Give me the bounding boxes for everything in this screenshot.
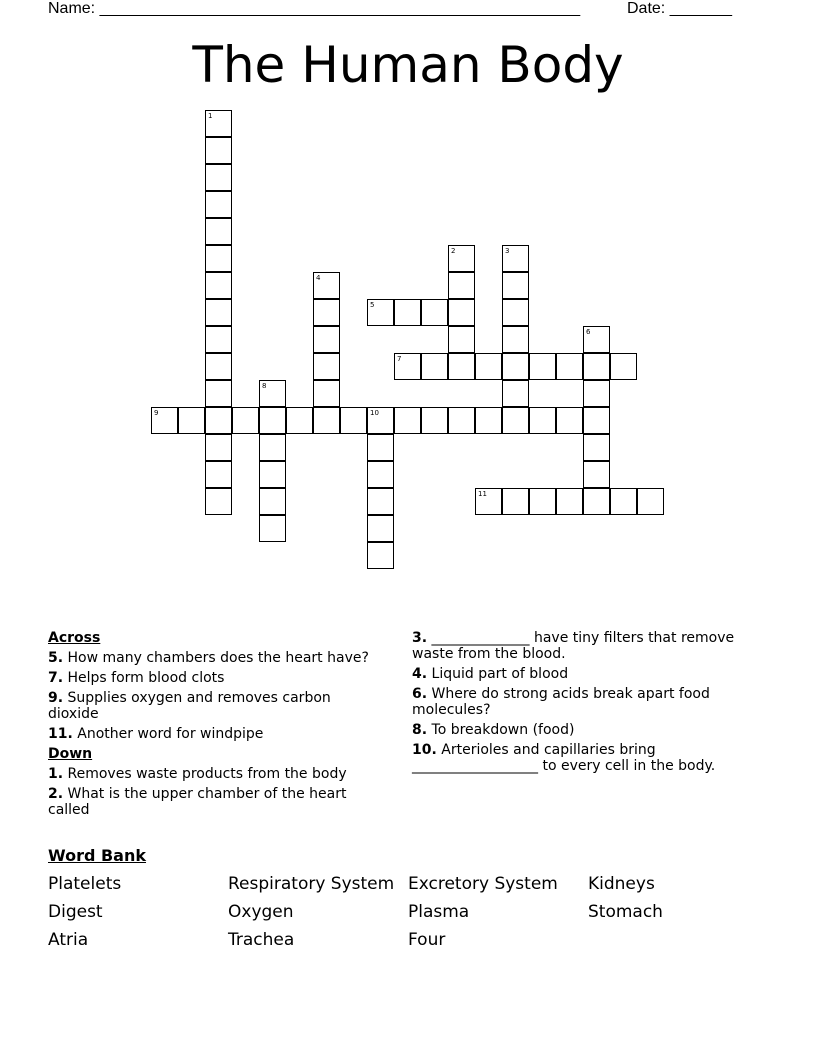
clue-number: 7. <box>48 670 64 686</box>
clue-number: 2. <box>48 786 64 802</box>
clue-text: Where do strong acids break apart food molecules? <box>412 686 710 718</box>
grid-cell[interactable] <box>421 353 448 380</box>
grid-cell[interactable] <box>205 164 232 191</box>
grid-cell[interactable] <box>475 353 502 380</box>
word-bank-item: Atria <box>48 930 89 950</box>
word-bank-item: Four <box>408 930 446 950</box>
grid-cell[interactable] <box>340 407 367 434</box>
clue-number: 3. <box>412 630 428 646</box>
grid-cell[interactable] <box>448 272 475 299</box>
grid-cell[interactable] <box>205 218 232 245</box>
grid-cell[interactable] <box>448 353 475 380</box>
clue-down-6 <box>412 686 772 718</box>
word-bank-item: Kidneys <box>588 874 655 894</box>
cell-number: 9 <box>154 409 159 417</box>
grid-cell[interactable] <box>259 434 286 461</box>
grid-cell[interactable] <box>421 299 448 326</box>
grid-cell[interactable] <box>448 245 475 272</box>
grid-cell[interactable] <box>529 407 556 434</box>
cell-number: 7 <box>397 355 402 363</box>
word-bank-item: Trachea <box>228 930 295 950</box>
grid-cell[interactable] <box>178 407 205 434</box>
clue-text: How many chambers does the heart have? <box>67 650 369 666</box>
name-field-label[interactable]: Name: ______________________________________________________ <box>48 0 581 17</box>
word-bank-item: Respiratory System <box>228 874 395 894</box>
grid-cell[interactable] <box>205 245 232 272</box>
grid-cell[interactable] <box>448 407 475 434</box>
grid-cell[interactable] <box>259 461 286 488</box>
clue-text: What is the upper chamber of the heart called <box>48 786 347 818</box>
cell-number: 6 <box>586 328 591 336</box>
grid-cell[interactable] <box>205 299 232 326</box>
grid-cell[interactable] <box>313 272 340 299</box>
grid-cell[interactable] <box>151 407 178 434</box>
clue-number: 5. <box>48 650 64 666</box>
grid-cell[interactable] <box>367 407 394 434</box>
clue-text: To breakdown (food) <box>431 722 575 738</box>
clue-text: ______________ have tiny filters that remove waste from the blood. <box>412 630 735 662</box>
grid-cell[interactable] <box>394 407 421 434</box>
grid-cell[interactable] <box>502 488 529 515</box>
grid-cell[interactable] <box>583 353 610 380</box>
clues-right-column <box>412 630 772 778</box>
clue-number: 11. <box>48 726 73 742</box>
cell-number: 11 <box>478 490 487 498</box>
grid-cell[interactable] <box>394 299 421 326</box>
grid-cell[interactable] <box>205 407 232 434</box>
page-title: The Human Body <box>192 36 624 94</box>
word-bank <box>48 874 768 950</box>
grid-cell[interactable] <box>259 407 286 434</box>
word-bank-item: Plasma <box>408 902 470 922</box>
grid-cell[interactable] <box>556 353 583 380</box>
word-bank-item: Oxygen <box>228 902 294 922</box>
grid-cell[interactable] <box>367 461 394 488</box>
grid-cell[interactable] <box>475 407 502 434</box>
clues-left-column <box>48 630 378 822</box>
grid-cell[interactable] <box>583 326 610 353</box>
word-bank-item: Digest <box>48 902 103 922</box>
grid-cell[interactable] <box>502 407 529 434</box>
clue-number: 4. <box>412 666 428 682</box>
clue-down-4 <box>412 666 772 682</box>
grid-cell[interactable] <box>556 407 583 434</box>
grid-cell[interactable] <box>259 488 286 515</box>
grid-cell[interactable] <box>529 353 556 380</box>
grid-cell[interactable] <box>313 299 340 326</box>
grid-cell[interactable] <box>583 488 610 515</box>
clue-text: Supplies oxygen and removes carbon dioxide <box>48 690 331 722</box>
clue-number: 8. <box>412 722 428 738</box>
grid-cell[interactable] <box>502 299 529 326</box>
grid-cell[interactable] <box>232 407 259 434</box>
grid-cell[interactable] <box>610 353 637 380</box>
grid-cell[interactable] <box>205 353 232 380</box>
grid-cell[interactable] <box>448 326 475 353</box>
clue-text: Removes waste products from the body <box>67 766 347 782</box>
grid-cell[interactable] <box>502 245 529 272</box>
grid-cell[interactable] <box>259 380 286 407</box>
grid-cell[interactable] <box>583 407 610 434</box>
grid-cell[interactable] <box>583 434 610 461</box>
cell-number: 1 <box>208 112 213 120</box>
clue-down-1 <box>48 766 378 782</box>
clue-across-7 <box>48 670 378 686</box>
clue-text: Arterioles and capillaries bring __________________ to every cell in the body. <box>412 742 716 774</box>
grid-cell[interactable] <box>205 137 232 164</box>
clue-across-11 <box>48 726 378 742</box>
grid-cell[interactable] <box>556 488 583 515</box>
cell-number: 5 <box>370 301 375 309</box>
grid-cell[interactable] <box>313 407 340 434</box>
across-heading: Across <box>48 630 101 646</box>
grid-cell[interactable] <box>502 326 529 353</box>
cell-number: 8 <box>262 382 267 390</box>
grid-cell[interactable] <box>205 110 232 137</box>
grid-cell[interactable] <box>313 326 340 353</box>
clue-text: Helps form blood clots <box>67 670 225 686</box>
clue-number: 6. <box>412 686 428 702</box>
word-bank-item: Excretory System <box>408 874 558 894</box>
clue-number: 9. <box>48 690 64 706</box>
grid-cell[interactable] <box>448 299 475 326</box>
grid-cell[interactable] <box>205 191 232 218</box>
grid-cell[interactable] <box>367 434 394 461</box>
clue-down-3 <box>412 630 772 662</box>
grid-cell[interactable] <box>313 380 340 407</box>
grid-cell[interactable] <box>205 326 232 353</box>
clue-across-5 <box>48 650 378 666</box>
cell-number: 2 <box>451 247 456 255</box>
cell-number: 10 <box>370 409 379 417</box>
clue-number: 1. <box>48 766 64 782</box>
grid-cell[interactable] <box>205 380 232 407</box>
grid-cell[interactable] <box>367 542 394 569</box>
word-bank-title: Word Bank <box>48 846 147 865</box>
clue-number: 10. <box>412 742 437 758</box>
grid-cell[interactable] <box>205 434 232 461</box>
grid-cell[interactable] <box>367 488 394 515</box>
grid-cell[interactable] <box>502 380 529 407</box>
grid-cell[interactable] <box>583 461 610 488</box>
grid-cell[interactable] <box>286 407 313 434</box>
clue-down-10 <box>412 742 772 774</box>
grid-cell[interactable] <box>583 380 610 407</box>
cell-number: 3 <box>505 247 510 255</box>
grid-cell[interactable] <box>205 272 232 299</box>
grid-cell[interactable] <box>502 272 529 299</box>
grid-cell[interactable] <box>394 353 421 380</box>
grid-cell[interactable] <box>205 488 232 515</box>
grid-cell[interactable] <box>421 407 448 434</box>
clue-across-9 <box>48 690 378 722</box>
clue-down-8 <box>412 722 772 738</box>
grid-cell[interactable] <box>610 488 637 515</box>
grid-cell[interactable] <box>259 515 286 542</box>
clue-down-2 <box>48 786 378 818</box>
grid-cell[interactable] <box>502 353 529 380</box>
cell-number: 4 <box>316 274 321 282</box>
down-heading: Down <box>48 746 93 762</box>
grid-cell[interactable] <box>637 488 664 515</box>
grid-cell[interactable] <box>367 299 394 326</box>
grid-cell[interactable] <box>205 461 232 488</box>
word-bank-item: Stomach <box>588 902 663 922</box>
clue-text: Liquid part of blood <box>431 666 569 682</box>
grid-cell[interactable] <box>367 515 394 542</box>
clue-text: Another word for windpipe <box>77 726 264 742</box>
grid-cell[interactable] <box>529 488 556 515</box>
grid-cell[interactable] <box>313 353 340 380</box>
date-field-label[interactable]: Date: _______ <box>627 0 732 17</box>
word-bank-item: Platelets <box>48 874 122 894</box>
grid-cell[interactable] <box>475 488 502 515</box>
